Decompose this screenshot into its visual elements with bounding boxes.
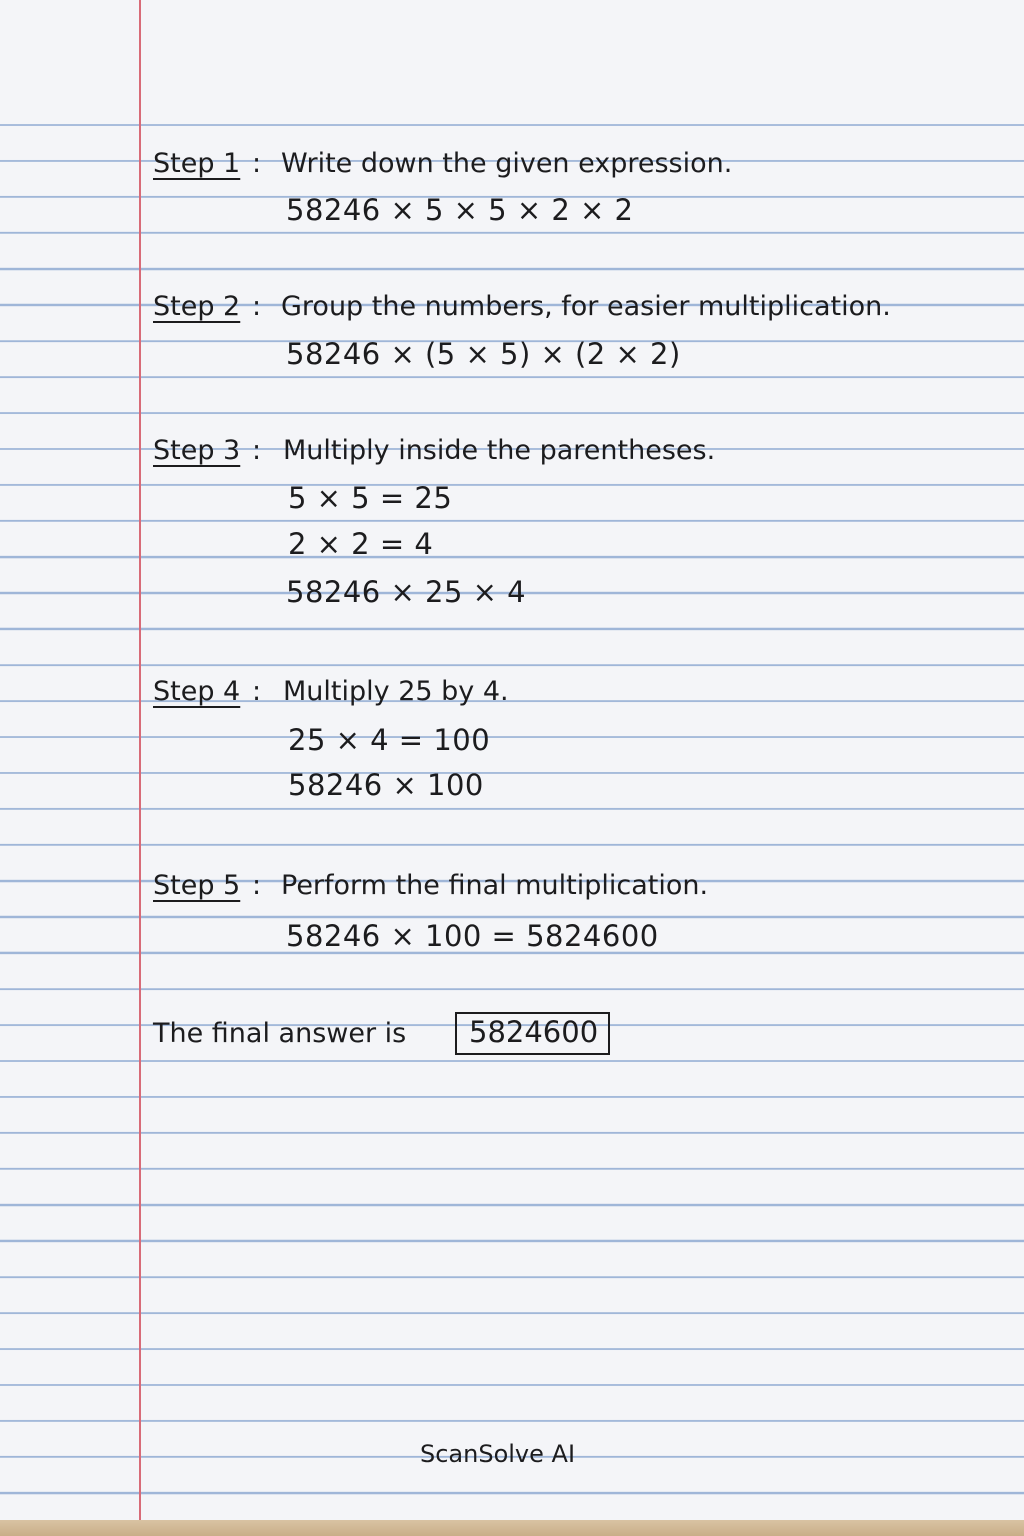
step-3-colon: : — [252, 435, 262, 466]
step-3-line-1: 5 × 5 = 25 — [288, 481, 453, 515]
step-5-label: Step 5 — [153, 870, 241, 901]
step-5-description: Perform the final multiplication. — [281, 870, 709, 901]
margin-line — [139, 0, 141, 1520]
step-5-expression: 58246 × 100 = 5824600 — [286, 919, 659, 953]
step-3-line-3: 58246 × 25 × 4 — [286, 575, 527, 609]
paper-header-margin — [0, 0, 1024, 122]
final-answer-box: 5824600 — [455, 1012, 610, 1055]
step-1-label: Step 1 — [153, 148, 241, 179]
step-1-description: Write down the given expression. — [281, 148, 733, 179]
step-4-description: Multiply 25 by 4. — [283, 676, 509, 707]
step-3-description: Multiply inside the parentheses. — [283, 435, 716, 466]
step-2-colon: : — [252, 291, 262, 322]
table-surface — [0, 1520, 1024, 1536]
step-5-colon: : — [252, 870, 262, 901]
step-3-line-2: 2 × 2 = 4 — [288, 527, 434, 561]
step-3-label: Step 3 — [153, 435, 241, 466]
step-1-expression: 58246 × 5 × 5 × 2 × 2 — [286, 193, 634, 227]
step-4-line-2: 58246 × 100 — [288, 768, 484, 802]
step-2-label: Step 2 — [153, 291, 241, 322]
final-answer-text: The final answer is — [153, 1018, 407, 1049]
step-4-label: Step 4 — [153, 676, 241, 707]
step-2-description: Group the numbers, for easier multiplication. — [281, 291, 891, 322]
step-2-expression: 58246 × (5 × 5) × (2 × 2) — [286, 337, 681, 371]
step-4-line-1: 25 × 4 = 100 — [288, 723, 491, 757]
footer-brand: ScanSolve AI — [420, 1440, 576, 1468]
step-1-colon: : — [252, 148, 262, 179]
step-4-colon: : — [252, 676, 262, 707]
